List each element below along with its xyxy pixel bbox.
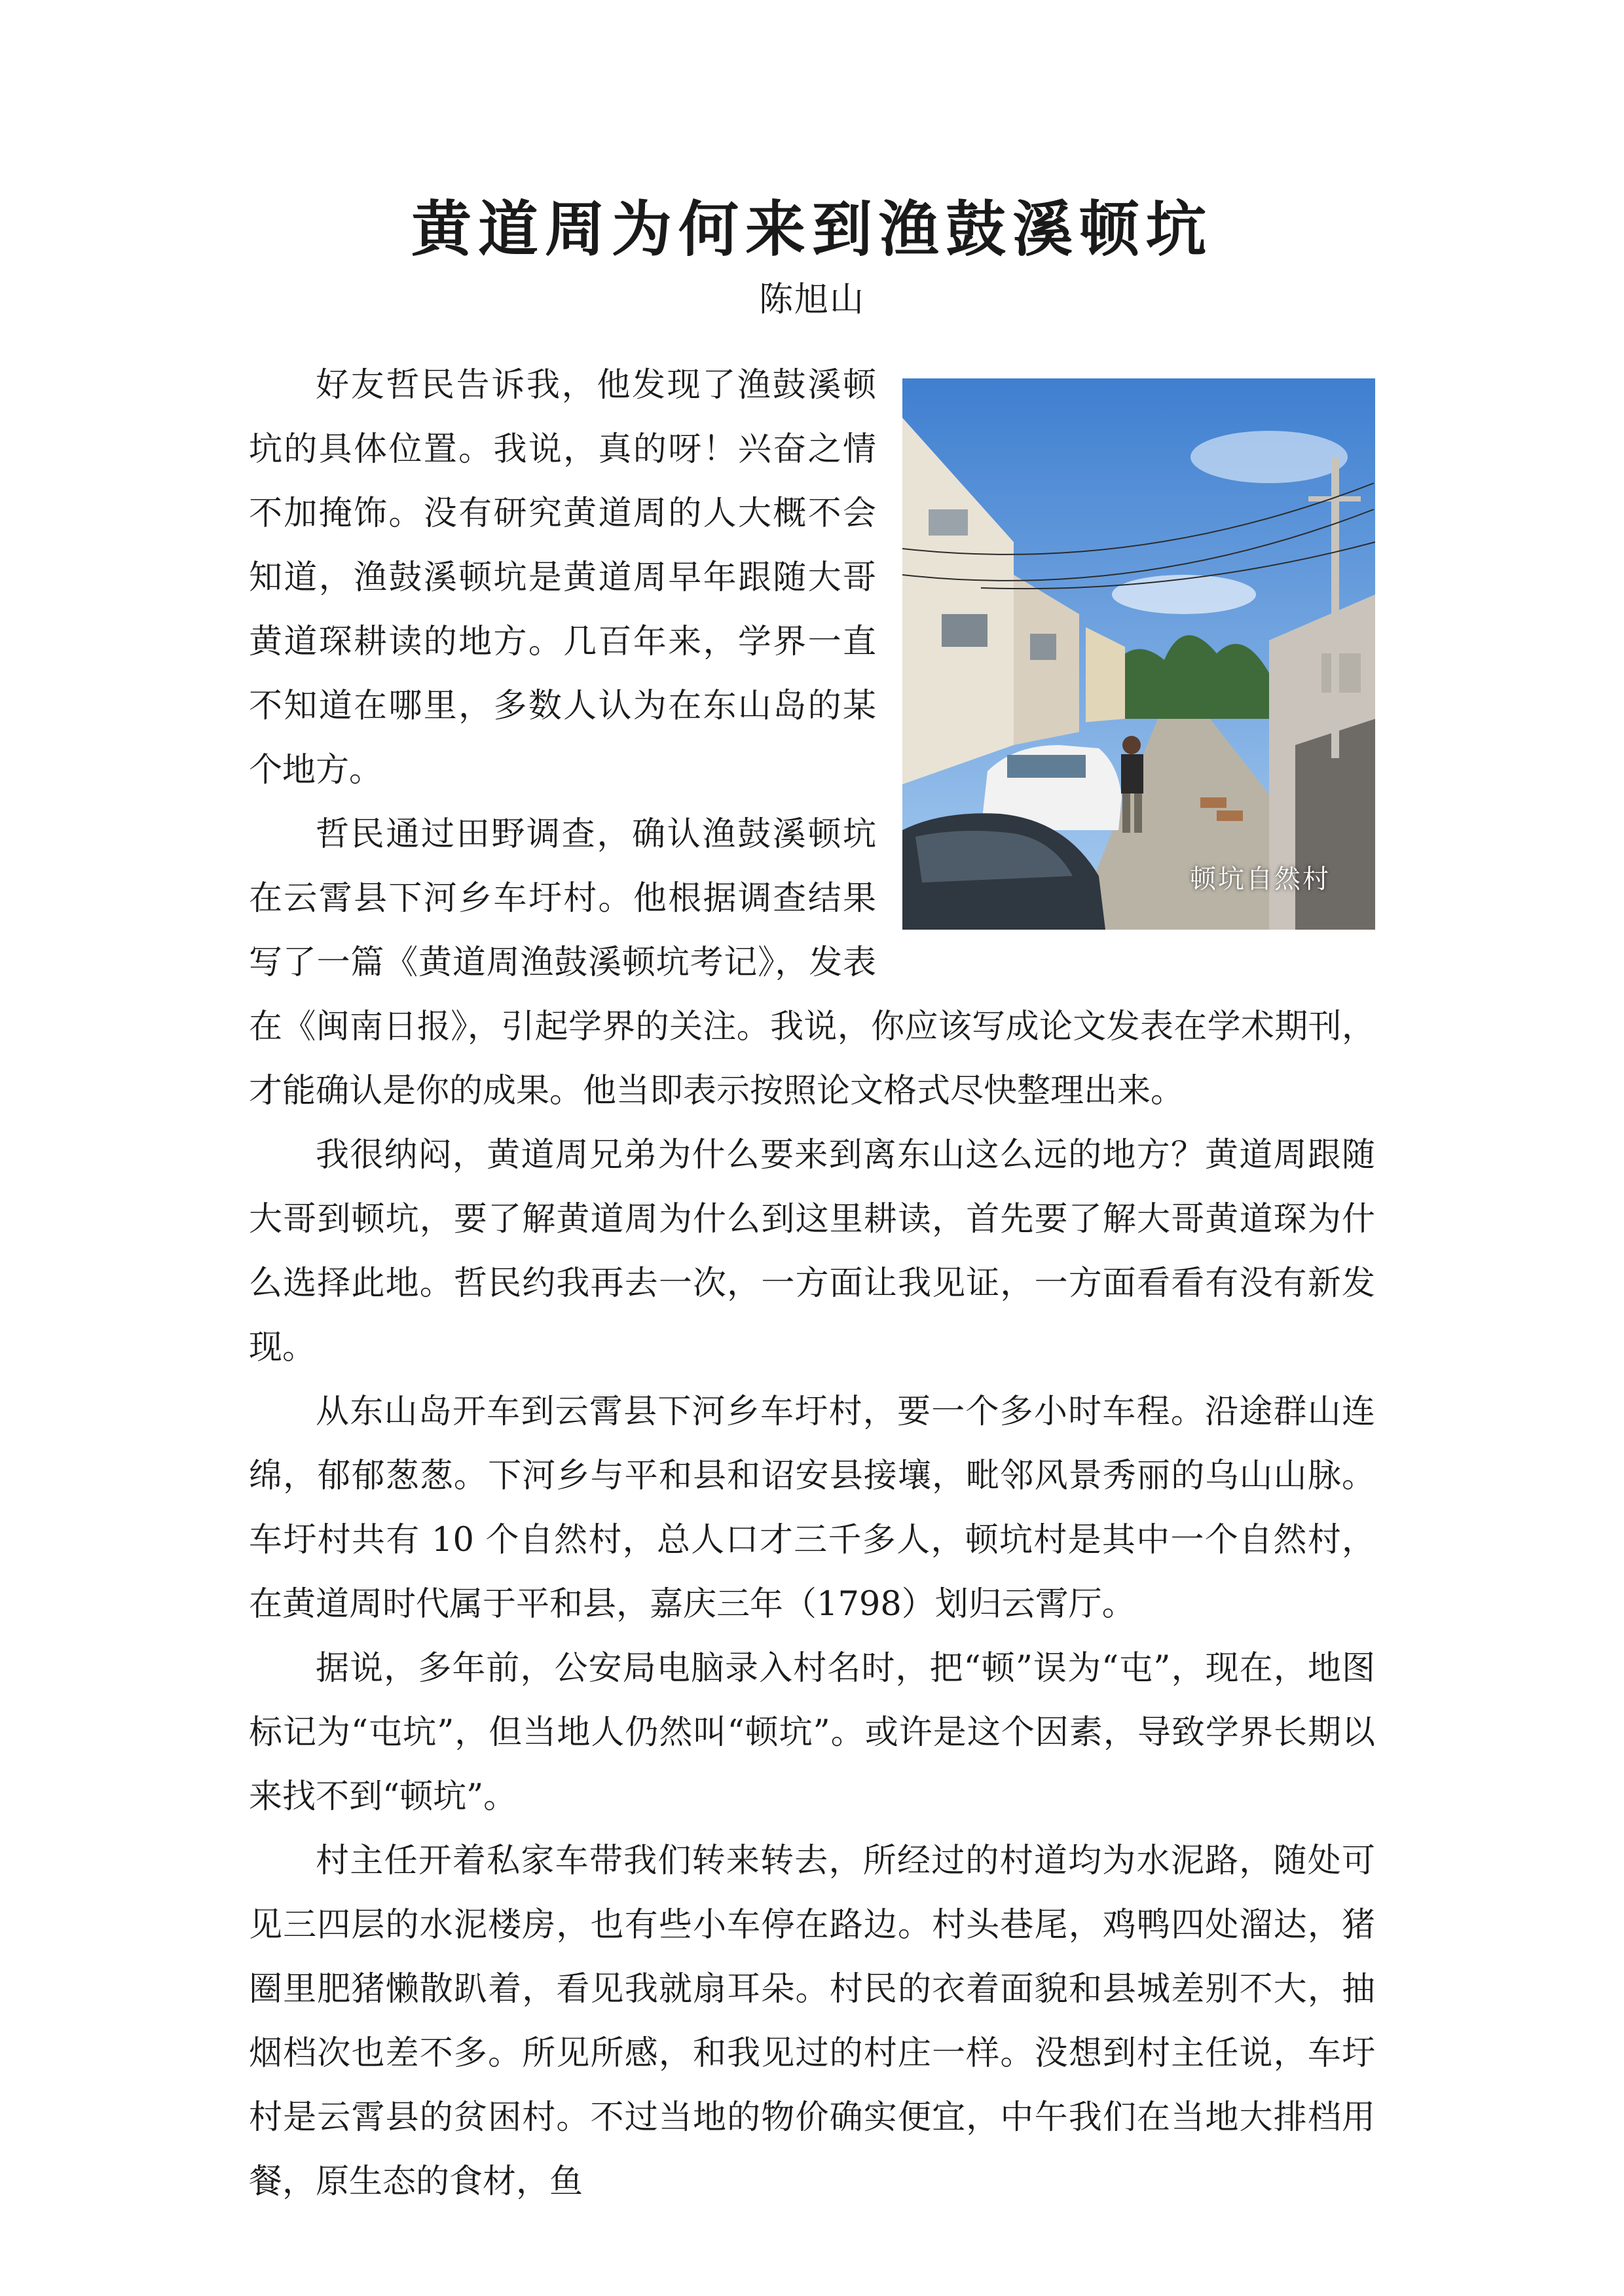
article-author: 陈旭山 — [758, 280, 865, 319]
paragraph: 从东山岛开车到云霄县下河乡车圩村，要一个多小时车程。沿途群山连绵，郁郁葱葱。下河乡与平和县和诏安县接壤，毗邻风景秀丽的乌山山脉。车圩村共有 10 个自然村，总人口才三千多人，顿坑村是其中一个自然村，在黄道周时代属于平和县，嘉庆三年（1798）划归云霄厅。 — [249, 1393, 1375, 1624]
village-photo — [902, 378, 1375, 930]
paragraph: 我很纳闷，黄道周兄弟为什么要来到离东山这么远的地方？黄道周跟随大哥到顿坑，要了解黄道周为什么到这里耕读，首先要了解大哥黄道琛为什么选择此地。哲民约我再去一次，一方面让我见证，一方面看看有没有新发现。 — [249, 1136, 1375, 1367]
paragraph: 据说，多年前，公安局电脑录入村名时，把“顿”误为“屯”，现在，地图标记为“屯坑”，但当地人仍然叫“顿坑”。或许是这个因素，导致学界长期以来找不到“顿坑”。 — [249, 1649, 1375, 1816]
article-title: 黄道周为何来到渔鼓溪顿坑 — [411, 194, 1213, 264]
paragraph: 村主任开着私家车带我们转来转去，所经过的村道均为水泥路，随处可见三四层的水泥楼房，也有些小车停在路边。村头巷尾，鸡鸭四处溜达，猪圈里肥猪懒散趴着，看见我就扇耳朵。村民的衣着面貌和县城差别不大，抽烟档次也差不多。所见所感，和我见过的村庄一样。没想到村主任说，车圩村是云霄县的贫困村。不过当地的物价确实便宜，中午我们在当地大排档用餐，原生态的食材，鱼 — [249, 1842, 1375, 2201]
paragraph: 好友哲民告诉我，他发现了渔鼓溪顿坑的具体位置。我说，真的呀！兴奋之情不加掩饰。没有研究黄道周的人大概不会知道，渔鼓溪顿坑是黄道周早年跟随大哥黄道琛耕读的地方。几百年来，学界一直不知道在哪里，多数人认为在东山岛的某个地方。 — [249, 366, 876, 790]
article-body — [249, 354, 1375, 2252]
paragraph: 哲民通过田野调查，确认渔鼓溪顿坑在云霄县下河乡车圩村。他根据调查结果写了一篇《黄道周渔鼓溪顿坑考记》，发表在《闽南日报》，引起学界的关注。我说，你应该写成论文发表在学术期刊，才能确认是你的成果。他当即表示按照论文格式尽快整理出来。 — [249, 815, 1375, 1110]
photo-caption: 顿坑自然村 — [1190, 864, 1331, 894]
